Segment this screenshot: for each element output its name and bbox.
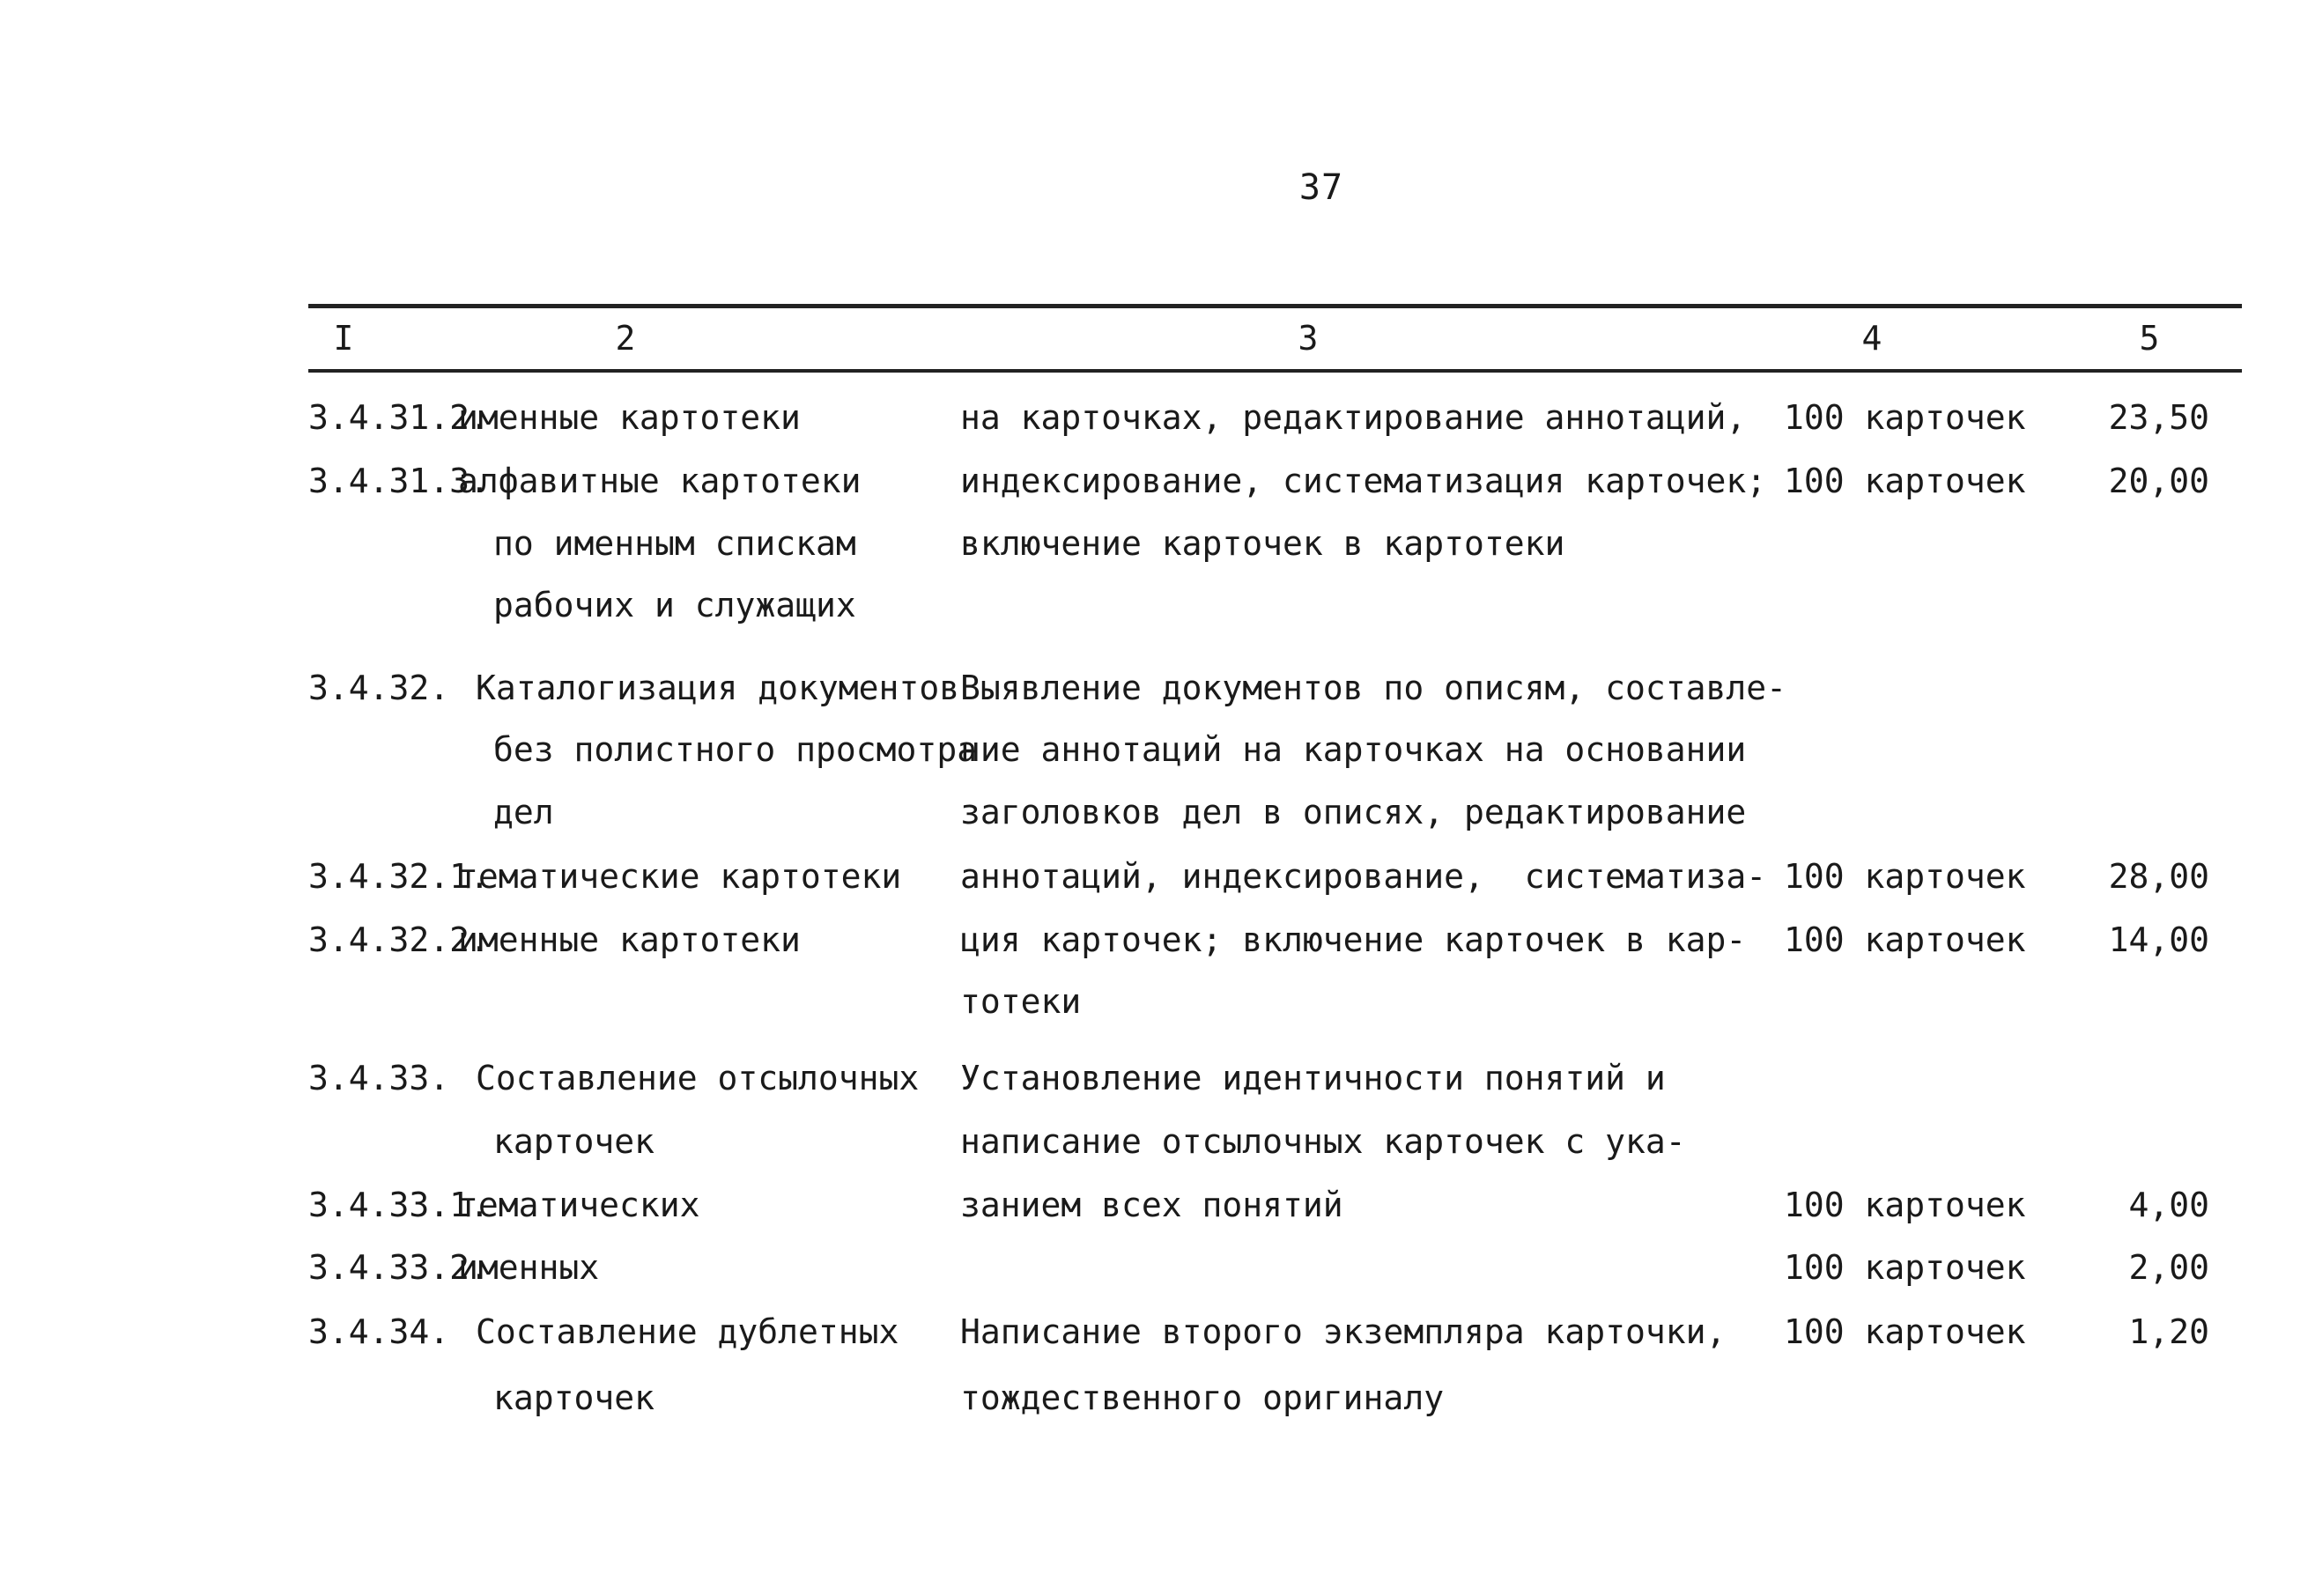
page-number: 37 xyxy=(1298,167,1344,208)
cell-code: 3.4.34. xyxy=(308,1312,450,1351)
cell-code: 3.4.32.2. xyxy=(308,920,490,959)
table-header-rule xyxy=(308,369,2242,373)
cell-norm: 14,00 xyxy=(2108,920,2209,959)
cell-work-content: аннотаций, индексирование, систематиза- xyxy=(960,857,1767,896)
header-col-3: 3 xyxy=(1298,319,1319,358)
header-col-5: 5 xyxy=(2139,319,2160,358)
cell-unit: 100 карточек xyxy=(1784,398,2026,437)
cell-code: 3.4.33.1. xyxy=(308,1186,490,1224)
cell-unit: 100 карточек xyxy=(1784,920,2026,959)
cell-unit: 100 карточек xyxy=(1784,462,2026,500)
cell-unit: 100 карточек xyxy=(1784,1186,2026,1224)
header-col-4: 4 xyxy=(1861,319,1882,358)
cell-work-name: дел xyxy=(493,793,554,831)
cell-norm: 1,20 xyxy=(2128,1312,2209,1351)
cell-work-name: Каталогизация документов xyxy=(476,669,960,707)
cell-work-name: тематических xyxy=(458,1186,700,1224)
cell-work-name: карточек xyxy=(493,1122,655,1161)
cell-work-content: тождественного оригиналу xyxy=(960,1378,1445,1417)
cell-work-content: на карточках, редактирование аннотаций, xyxy=(960,398,1747,437)
cell-code: 3.4.32.1. xyxy=(308,857,490,896)
cell-work-content: заголовков дел в описях, редактирование xyxy=(960,793,1747,831)
cell-norm: 2,00 xyxy=(2128,1248,2209,1287)
cell-work-name: Составление отсылочных xyxy=(476,1059,920,1097)
cell-work-name: тематические картотеки xyxy=(458,857,902,896)
cell-work-content: включение карточек в картотеки xyxy=(960,524,1565,563)
cell-norm: 23,50 xyxy=(2108,398,2209,437)
cell-work-content: занием всех понятий xyxy=(960,1186,1343,1224)
header-col-1: I xyxy=(333,319,354,358)
cell-norm: 4,00 xyxy=(2128,1186,2209,1224)
cell-work-content: Написание второго экземпляра карточки, xyxy=(960,1312,1727,1351)
cell-work-name: именные картотеки xyxy=(458,920,801,959)
cell-work-content: ция карточек; включение карточек в кар- xyxy=(960,920,1747,959)
cell-norm: 28,00 xyxy=(2108,857,2209,896)
cell-work-content: тотеки xyxy=(960,982,1082,1021)
cell-work-name: именные картотеки xyxy=(458,398,801,437)
cell-code: 3.4.32. xyxy=(308,669,450,707)
cell-work-name: карточек xyxy=(493,1378,655,1417)
cell-unit: 100 карточек xyxy=(1784,857,2026,896)
cell-work-name: без полистного просмотра xyxy=(493,730,978,769)
header-col-2: 2 xyxy=(615,319,636,358)
cell-work-name: Составление дублетных xyxy=(476,1312,899,1351)
cell-code: 3.4.31.2. xyxy=(308,398,490,437)
cell-code: 3.4.31.3. xyxy=(308,462,490,500)
cell-unit: 100 карточек xyxy=(1784,1248,2026,1287)
cell-work-name: именных xyxy=(458,1248,600,1287)
cell-work-name: рабочих и служащих xyxy=(493,586,856,624)
cell-unit: 100 карточек xyxy=(1784,1312,2026,1351)
cell-work-content: написание отсылочных карточек с ука- xyxy=(960,1122,1686,1161)
cell-work-content: Установление идентичности понятий и xyxy=(960,1059,1666,1097)
cell-norm: 20,00 xyxy=(2108,462,2209,500)
cell-work-content: индексирование, систематизация карточек; xyxy=(960,462,1767,500)
cell-work-name: по именным спискам xyxy=(493,524,856,563)
cell-code: 3.4.33. xyxy=(308,1059,450,1097)
table-top-rule xyxy=(308,304,2242,308)
cell-code: 3.4.33.2. xyxy=(308,1248,490,1287)
cell-work-content: ние аннотаций на карточках на основании xyxy=(960,730,1747,769)
cell-work-content: Выявление документов по описям, составле- xyxy=(960,669,1786,707)
cell-work-name: алфавитные картотеки xyxy=(458,462,862,500)
